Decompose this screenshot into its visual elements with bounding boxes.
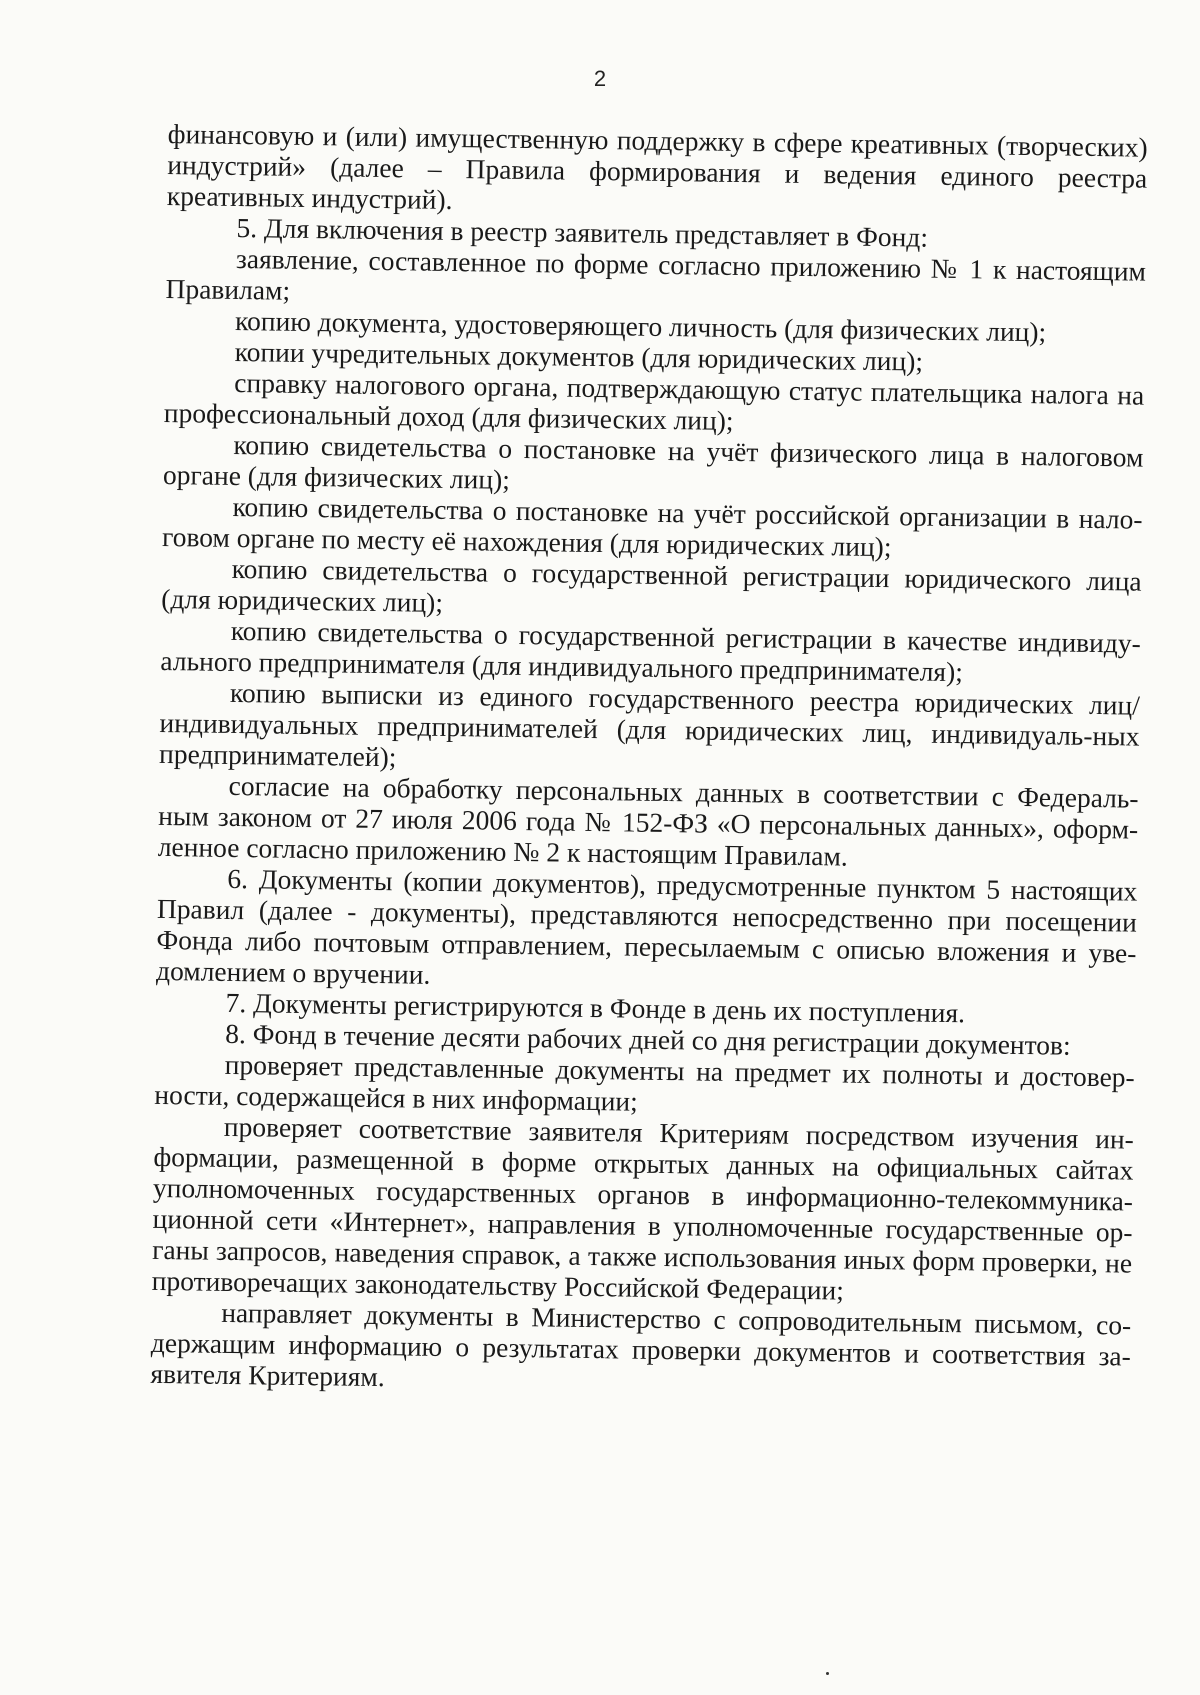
- paragraph-registry-extract: копию выписки из единого государственного реестра юридических лиц/индивидуальных предпринимателей (для юридических лиц, индивидуаль-ных предпринимателей);: [158, 676, 1141, 773]
- scan-speck: [826, 1672, 829, 1675]
- paragraph-item-8: 8. Фонд в течение десяти рабочих дней со дня регистрации документов:: [225, 1017, 1071, 1061]
- page-number: 2: [593, 66, 607, 91]
- paragraph-individual-tax-registration: копию свидетельства о постановке на учёт физического лица в налоговом органе (для физических лиц);: [162, 428, 1144, 495]
- paragraph-founding-documents: копии учредительных документов (для юридических лиц);: [234, 335, 924, 377]
- paragraph-send-to-ministry: направляет документы в Министерство с сопроводительным письмом, со-держащим информацию о результатах проверки документов и соответствия за-явителя Критериям.: [150, 1296, 1132, 1393]
- paragraph-identity-document: копию документа, удостоверяющего личность (для физических лиц);: [234, 304, 1047, 348]
- paragraph-check-criteria: проверяет соответствие заявителя Критериям посредством изучения ин-формации, размещенной в форме открытых данных на официальных сайтах уполномоченных государственных органов в информационно-телекоммуника-ционной сети «Интернет», направления в уполномоченные государственные ор-ганы запросов, наведения справок, а также использования иных форм проверки, не противоречащих законодательству Российской Федерации;: [151, 1110, 1135, 1306]
- document-body: [150, 118, 1148, 1403]
- paragraph-check-completeness: проверяет представленные документы на предмет их полноты и достовер-ности, содержащейся в них информации;: [154, 1048, 1135, 1117]
- paragraph-application: заявление, составленное по форме согласно приложению № 1 к настоящим Правилам;: [165, 242, 1147, 306]
- paragraph-legal-entity-registration: копию свидетельства о государственной регистрации юридического лица (для юридических лиц);: [161, 552, 1142, 618]
- paragraph-item-5: 5. Для включения в реестр заявитель представляет в Фонд:: [236, 211, 929, 253]
- paragraph-tax-certificate: справку налогового органа, подтверждающую статус плательщика налога на профессиональный доход (для физических лиц);: [163, 366, 1145, 436]
- paragraph-organization-tax-registration: копию свидетельства о постановке на учёт российской организации в нало-говом органе по месту её нахождения (для юридических лиц);: [161, 490, 1143, 563]
- paragraph-item-6: 6. Документы (копии документов), предусмотренные пунктом 5 настоящих Правил (далее - документы), представляются непосредственно при посещении Фонда либо почтовым отправлением, пересылаемым с описью вложения и уве-домлением о вручении.: [155, 862, 1138, 990]
- paragraph-continuation: финансовую и (или) имущественную поддержку в сфере креативных (творческих) индустрий» (далее – Правила формирования и ведения единого реестра креативных индустрий).: [166, 118, 1148, 215]
- paragraph-item-7: 7. Документы регистрируются в Фонде в день их поступления.: [225, 986, 966, 1029]
- paragraph-personal-data-consent: согласие на обработку персональных данных в соответствии с Федераль-ным законом от 27 июля 2006 года № 152-ФЗ «О персональных данных», оформ-ленное согласно приложению № 2 к настоящим Правилам.: [157, 769, 1139, 872]
- paragraph-entrepreneur-registration: копию свидетельства о государственной регистрации в качестве индивиду-ального предпринимателя (для индивидуального предпринимателя);: [160, 614, 1141, 688]
